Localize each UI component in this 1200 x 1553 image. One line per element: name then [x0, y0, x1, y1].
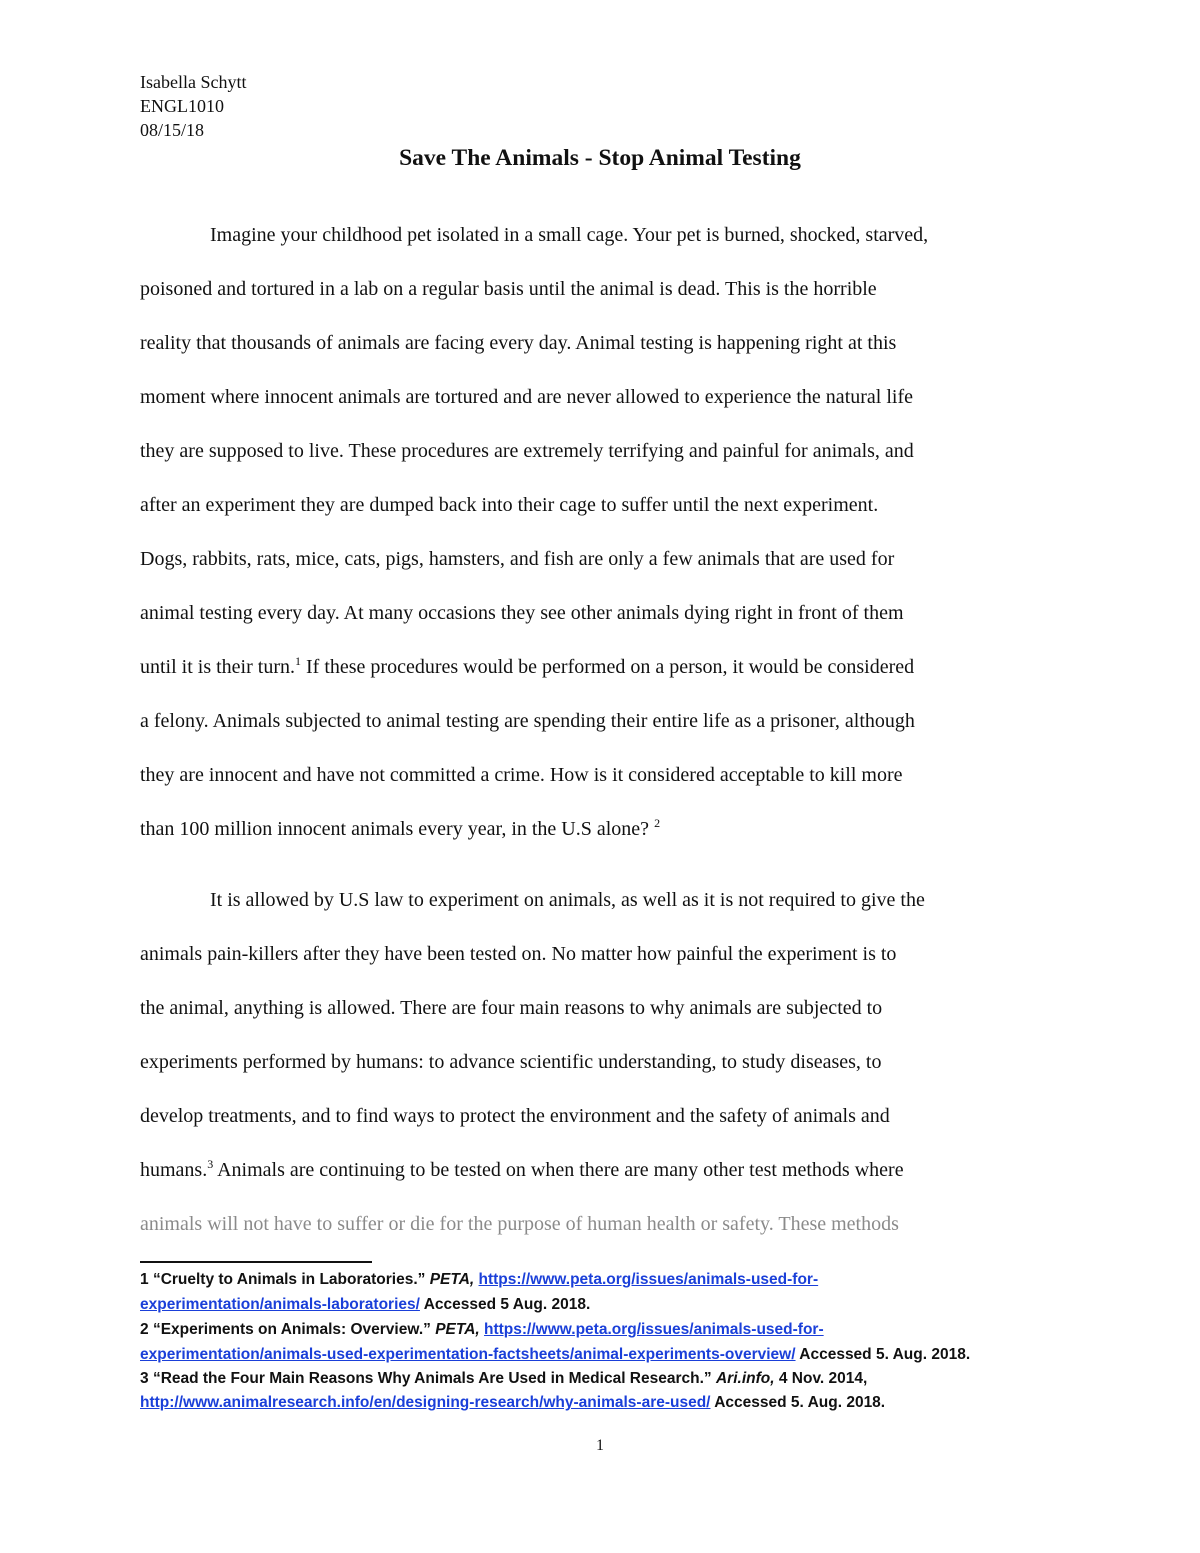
body-line	[140, 655, 914, 679]
line-text: until it is their turn.	[140, 656, 295, 678]
footnote-accessed: Accessed 5 Aug. 2018.	[423, 1296, 591, 1313]
footnote-link[interactable]: http://www.animalresearch.info/en/designing-research/why-animals-are-used/	[140, 1394, 711, 1411]
body-line: moment where innocent animals are tortured and are never allowed to experience the natural life	[140, 386, 913, 408]
footnote-link[interactable]: https://www.peta.org/issues/animals-used-for-	[478, 1271, 819, 1288]
line-text: If these procedures would be performed on a person, it would be considered	[306, 656, 915, 678]
line-text: Animals are continuing to be tested on when there are many other test methods where	[213, 1159, 904, 1181]
course-code: ENGL1010	[140, 96, 224, 116]
body-line: they are innocent and have not committed a crime. How is it considered acceptable to kill more	[140, 764, 903, 786]
body-line: after an experiment they are dumped back into their cage to suffer until the next experiment.	[140, 494, 879, 516]
footnote-accessed: Accessed 5. Aug. 2018.	[799, 1346, 971, 1363]
line-text: humans.	[140, 1159, 208, 1181]
footnote-3	[140, 1369, 867, 1389]
body-line: poisoned and tortured in a lab on a regular basis until the animal is dead. This is the horrible	[140, 278, 877, 300]
page-number: 1	[596, 1437, 604, 1454]
footnote-1	[140, 1270, 818, 1290]
footnote-link[interactable]: https://www.peta.org/issues/animals-used-for-	[484, 1321, 824, 1338]
body-line: It is allowed by U.S law to experiment on animals, as well as it is not required to give the	[210, 889, 925, 911]
body-line: the animal, anything is allowed. There are four main reasons to why animals are subjected to	[140, 997, 883, 1019]
footnote-title: “Cruelty to Animals in Laboratories.”	[152, 1271, 426, 1288]
footnote-publisher: Ari.info,	[715, 1370, 775, 1387]
footnote-link[interactable]: experimentation/animals-used-experimentation-factsheets/animal-experiments-overview/	[140, 1346, 796, 1363]
body-line: animal testing every day. At many occasions they see other animals dying right in front of them	[140, 602, 904, 624]
document-date: 08/15/18	[140, 120, 205, 140]
footnote-2	[140, 1320, 824, 1340]
footnote-mark[interactable]: 2	[654, 816, 661, 830]
document-title: Save The Animals - Stop Animal Testing	[399, 145, 801, 171]
body-line: reality that thousands of animals are facing every day. Animal testing is happening right at this	[140, 332, 897, 354]
footnote-publisher: PETA,	[435, 1321, 480, 1338]
document-header	[140, 70, 246, 142]
footnote-accessed: Accessed 5. Aug. 2018.	[714, 1394, 886, 1411]
footnote-number: 2	[140, 1321, 149, 1338]
footnote-number: 1	[140, 1271, 149, 1288]
body-line: Imagine your childhood pet isolated in a small cage. Your pet is burned, shocked, starved,	[210, 224, 929, 246]
body-line	[140, 1158, 904, 1182]
footnote-date: 4 Nov. 2014,	[778, 1370, 868, 1387]
body-line: a felony. Animals subjected to animal testing are spending their entire life as a prisoner, although	[140, 710, 915, 732]
footnote-link[interactable]: experimentation/animals-laboratories/	[140, 1296, 420, 1313]
footnote-publisher: PETA,	[429, 1271, 475, 1288]
footnote-number: 3	[140, 1370, 149, 1387]
body-line: animals pain-killers after they have been tested on. No matter how painful the experiment is to	[140, 943, 897, 965]
footnote-2-cont	[140, 1345, 970, 1365]
author-name: Isabella Schytt	[140, 72, 247, 92]
footnote-1-cont	[140, 1295, 590, 1315]
footnote-title: “Read the Four Main Reasons Why Animals Are Used in Medical Research.”	[152, 1370, 712, 1387]
body-line: they are supposed to live. These procedures are extremely terrifying and painful for animals, and	[140, 440, 914, 462]
line-text: than 100 million innocent animals every year, in the U.S alone?	[140, 818, 655, 840]
body-line: develop treatments, and to find ways to protect the environment and the safety of animals and	[140, 1105, 890, 1127]
body-line: animals will not have to suffer or die for the purpose of human health or safety. These methods	[140, 1213, 899, 1235]
body-line: Dogs, rabbits, rats, mice, cats, pigs, hamsters, and fish are only a few animals that are used for	[140, 548, 895, 570]
footnote-title: “Experiments on Animals: Overview.”	[152, 1321, 431, 1338]
body-line: experiments performed by humans: to advance scientific understanding, to study diseases, to	[140, 1051, 882, 1073]
footnote-mark[interactable]: 3	[207, 1157, 214, 1171]
footnote-separator	[140, 1261, 372, 1263]
body-line	[140, 817, 660, 841]
footnote-mark[interactable]: 1	[295, 654, 301, 668]
footnote-3-cont	[140, 1393, 885, 1413]
